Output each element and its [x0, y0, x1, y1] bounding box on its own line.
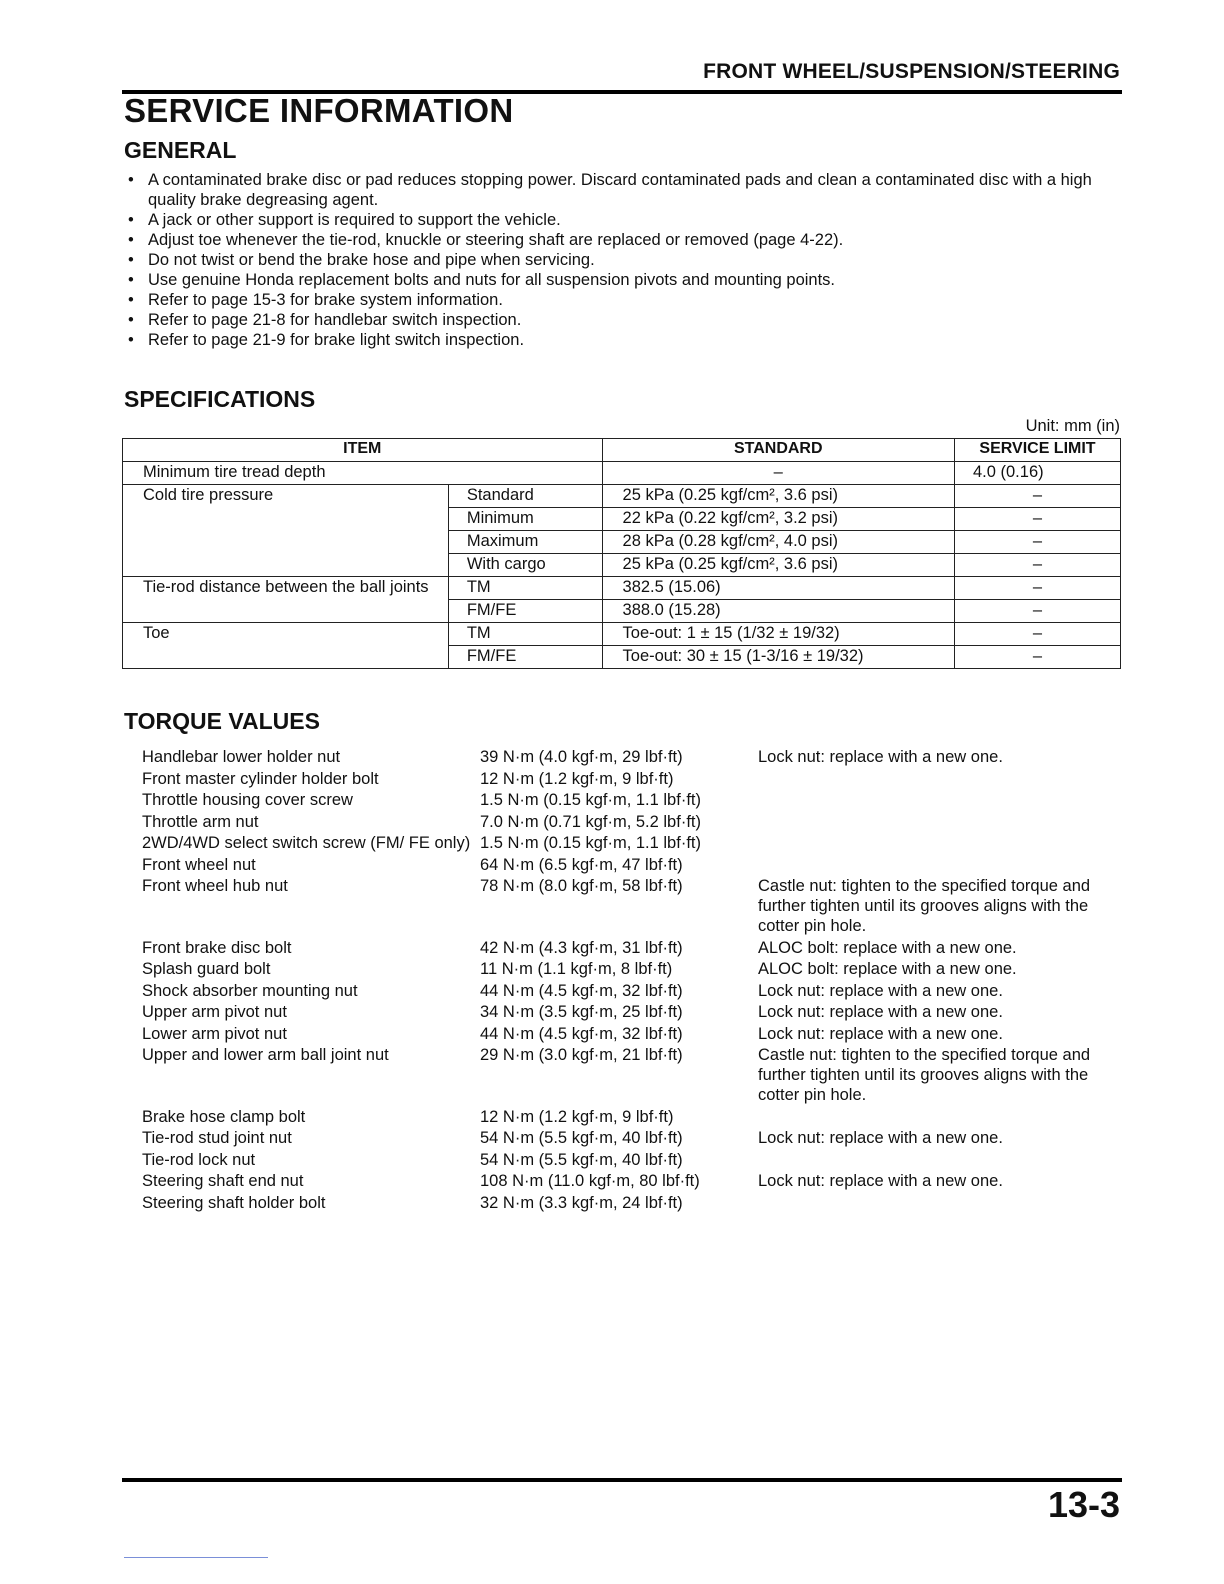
torque-value: 12 N·m (1.2 kgf·m, 9 lbf·ft): [480, 769, 674, 788]
torque-note: ALOC bolt: replace with a new one.: [758, 938, 1017, 957]
sub-cell: TM: [448, 577, 602, 600]
sub-cell: With cargo: [448, 554, 602, 577]
torque-note: [758, 855, 1108, 875]
torque-value: 44 N·m (4.5 kgf·m, 32 lbf·ft): [480, 981, 683, 1000]
general-list: [126, 170, 1126, 350]
torque-row: [142, 1002, 1122, 1022]
torque-item: Throttle arm nut: [142, 812, 259, 831]
torque-value: 54 N·m (5.5 kgf·m, 40 lbf·ft): [480, 1129, 683, 1147]
torque-item: Front brake disc bolt: [142, 938, 292, 957]
torque-note: [758, 769, 1108, 789]
list-item: [126, 170, 1126, 210]
bullet-icon: •: [128, 291, 134, 309]
page-title: SERVICE INFORMATION: [124, 92, 514, 129]
torque-row: [142, 1171, 1122, 1191]
torque-note: Lock nut: replace with a new one.: [758, 1003, 1003, 1021]
item-cell: Toe: [123, 623, 449, 669]
limit-cell: 4.0 (0.16): [954, 462, 1120, 485]
limit-cell: –: [954, 577, 1120, 600]
unit-label: Unit: mm (in): [1025, 417, 1120, 435]
torque-row: [142, 981, 1122, 1001]
limit-cell: –: [954, 554, 1120, 577]
bullet-icon: •: [128, 311, 134, 329]
torque-note: Lock nut: replace with a new one.: [758, 981, 1003, 1000]
standard-cell: Toe-out: 1 ± 15 (1/32 ± 19/32): [602, 623, 954, 646]
torque-row: [142, 790, 1122, 810]
torque-item: Upper arm pivot nut: [142, 1003, 287, 1021]
torque-item: Handlebar lower holder nut: [142, 748, 341, 766]
limit-cell: –: [954, 623, 1120, 646]
list-item: [126, 250, 1126, 270]
torque-item: Tie-rod lock nut: [142, 1150, 256, 1169]
torque-row: [142, 812, 1122, 832]
list-item-text: Refer to page 15-3 for brake system information.: [148, 291, 503, 309]
page-number: 13-3: [1047, 1484, 1120, 1525]
torque-row: [142, 1128, 1122, 1148]
torque-item: Lower arm pivot nut: [142, 1024, 287, 1043]
list-item: [126, 310, 1126, 330]
torque-row: [142, 959, 1122, 979]
torque-row: [142, 769, 1122, 789]
torque-row: [142, 938, 1122, 958]
torque-value: 1.5 N·m (0.15 kgf·m, 1.1 lbf·ft): [480, 791, 701, 809]
item-cell: Tie-rod distance between the ball joints: [123, 577, 449, 623]
torque-value: 1.5 N·m (0.15 kgf·m, 1.1 lbf·ft): [480, 834, 701, 852]
torque-row: [142, 1024, 1122, 1044]
torque-value: 39 N·m (4.0 kgf·m, 29 lbf·ft): [480, 748, 683, 766]
specifications-table: [122, 438, 1121, 669]
column-header-standard: STANDARD: [602, 439, 954, 462]
torque-note: Lock nut: replace with a new one.: [758, 1129, 1003, 1147]
torque-item: Steering shaft holder bolt: [142, 1193, 326, 1212]
torque-item: Steering shaft end nut: [142, 1172, 304, 1190]
general-heading: GENERAL: [124, 137, 237, 163]
standard-cell: 382.5 (15.06): [602, 577, 954, 600]
table-row: [123, 462, 1121, 485]
torque-item: Shock absorber mounting nut: [142, 981, 358, 1000]
sub-cell: TM: [448, 623, 602, 646]
standard-cell: Toe-out: 30 ± 15 (1-3/16 ± 19/32): [602, 646, 954, 669]
torque-item: Front wheel nut: [142, 855, 256, 874]
limit-cell: –: [954, 600, 1120, 623]
torque-value: 34 N·m (3.5 kgf·m, 25 lbf·ft): [480, 1003, 683, 1021]
torque-item: Front wheel hub nut: [142, 877, 288, 895]
torque-note: Lock nut: replace with a new one.: [758, 1024, 1003, 1043]
link-underline: [124, 1557, 268, 1558]
torque-item: Throttle housing cover screw: [142, 791, 353, 809]
list-item-text: Use genuine Honda replacement bolts and nuts for all suspension pivots and mounting points.: [148, 271, 836, 289]
torque-value: 54 N·m (5.5 kgf·m, 40 lbf·ft): [480, 1150, 683, 1169]
torque-item: Brake hose clamp bolt: [142, 1107, 306, 1126]
bullet-icon: •: [128, 251, 134, 269]
torque-row: [142, 1193, 1122, 1213]
torque-value: 42 N·m (4.3 kgf·m, 31 lbf·ft): [480, 938, 683, 957]
torque-note: Lock nut: replace with a new one.: [758, 1172, 1003, 1190]
torque-value: 64 N·m (6.5 kgf·m, 47 lbf·ft): [480, 855, 683, 874]
torque-item: Upper and lower arm ball joint nut: [142, 1046, 389, 1064]
torque-row: [142, 1045, 1122, 1105]
standard-cell: –: [602, 462, 954, 485]
item-cell: Cold tire pressure: [123, 485, 449, 577]
standard-cell: 28 kPa (0.28 kgf/cm², 4.0 psi): [602, 531, 954, 554]
torque-row: [142, 1107, 1122, 1127]
torque-row: [142, 833, 1122, 853]
sub-cell: Maximum: [448, 531, 602, 554]
list-item-text: A contaminated brake disc or pad reduces stopping power. Discard contaminated pads and clean a contaminated disc with a high quality brake degreasing agent.: [148, 171, 1092, 209]
torque-row: [142, 855, 1122, 875]
table-row: [123, 485, 1121, 508]
torque-value: 108 N·m (11.0 kgf·m, 80 lbf·ft): [480, 1172, 700, 1190]
list-item-text: Refer to page 21-9 for brake light switch inspection.: [148, 331, 525, 349]
standard-cell: 25 kPa (0.25 kgf/cm², 3.6 psi): [602, 554, 954, 577]
list-item: [126, 210, 1126, 230]
torque-row: [142, 747, 1122, 767]
torque-note: Lock nut: replace with a new one.: [758, 748, 1003, 766]
torque-note: [758, 1107, 1108, 1127]
footer-rule: [122, 1478, 1122, 1482]
bullet-icon: •: [128, 211, 134, 229]
bullet-icon: •: [128, 171, 134, 189]
torque-value: 44 N·m (4.5 kgf·m, 32 lbf·ft): [480, 1024, 683, 1043]
torque-item: Front master cylinder holder bolt: [142, 769, 379, 788]
torque-value: 12 N·m (1.2 kgf·m, 9 lbf·ft): [480, 1107, 674, 1126]
torque-note: [758, 812, 1108, 832]
limit-cell: –: [954, 485, 1120, 508]
sub-cell: FM/FE: [448, 646, 602, 669]
torque-note: [758, 1193, 1108, 1213]
limit-cell: –: [954, 646, 1120, 669]
torque-note: [758, 833, 1108, 853]
torque-item: Tie-rod stud joint nut: [142, 1129, 292, 1147]
column-header-item: ITEM: [123, 439, 603, 462]
list-item-text: Refer to page 21-8 for handlebar switch inspection.: [148, 311, 522, 329]
torque-item: Splash guard bolt: [142, 960, 271, 978]
bullet-icon: •: [128, 271, 134, 289]
page-header: [122, 58, 1122, 94]
list-item-text: Adjust toe whenever the tie-rod, knuckle or steering shaft are replaced or removed (page 4-22).: [148, 231, 844, 249]
column-header-service-limit: SERVICE LIMIT: [954, 439, 1120, 462]
section-title: FRONT WHEEL/SUSPENSION/STEERING: [703, 60, 1120, 83]
standard-cell: 22 kPa (0.22 kgf/cm², 3.2 psi): [602, 508, 954, 531]
torque-heading: TORQUE VALUES: [124, 708, 320, 734]
torque-row: [142, 1150, 1122, 1170]
torque-value: 78 N·m (8.0 kgf·m, 58 lbf·ft): [480, 877, 683, 895]
torque-values-list: [142, 747, 1122, 1214]
standard-cell: 25 kPa (0.25 kgf/cm², 3.6 psi): [602, 485, 954, 508]
list-item-text: Do not twist or bend the brake hose and pipe when servicing.: [148, 251, 595, 269]
torque-note: [758, 790, 1108, 810]
bullet-icon: •: [128, 331, 134, 349]
table-header-row: [123, 439, 1121, 462]
table-row: [123, 577, 1121, 600]
torque-value: 32 N·m (3.3 kgf·m, 24 lbf·ft): [480, 1193, 683, 1212]
list-item: [126, 290, 1126, 310]
sub-cell: Minimum: [448, 508, 602, 531]
item-cell: Minimum tire tread depth: [123, 462, 603, 485]
list-item: [126, 330, 1126, 350]
torque-note: Castle nut: tighten to the specified torque and further tighten until its grooves aligns with the cotter pin hole.: [758, 877, 1091, 935]
torque-note: ALOC bolt: replace with a new one.: [758, 960, 1017, 978]
torque-value: 7.0 N·m (0.71 kgf·m, 5.2 lbf·ft): [480, 812, 701, 831]
torque-item: 2WD/4WD select switch screw (FM/ FE only): [142, 834, 471, 852]
torque-note: [758, 1150, 1108, 1170]
bullet-icon: •: [128, 231, 134, 249]
torque-value: 11 N·m (1.1 kgf·m, 8 lbf·ft): [480, 960, 673, 978]
table-row: [123, 623, 1121, 646]
list-item: [126, 270, 1126, 290]
list-item-text: A jack or other support is required to support the vehicle.: [148, 211, 561, 229]
limit-cell: –: [954, 508, 1120, 531]
sub-cell: Standard: [448, 485, 602, 508]
torque-row: [142, 876, 1122, 936]
standard-cell: 388.0 (15.28): [602, 600, 954, 623]
sub-cell: FM/FE: [448, 600, 602, 623]
specifications-heading: SPECIFICATIONS: [124, 386, 316, 412]
limit-cell: –: [954, 531, 1120, 554]
list-item: [126, 230, 1126, 250]
torque-value: 29 N·m (3.0 kgf·m, 21 lbf·ft): [480, 1046, 683, 1064]
torque-note: Castle nut: tighten to the specified torque and further tighten until its grooves aligns with the cotter pin hole.: [758, 1046, 1091, 1104]
